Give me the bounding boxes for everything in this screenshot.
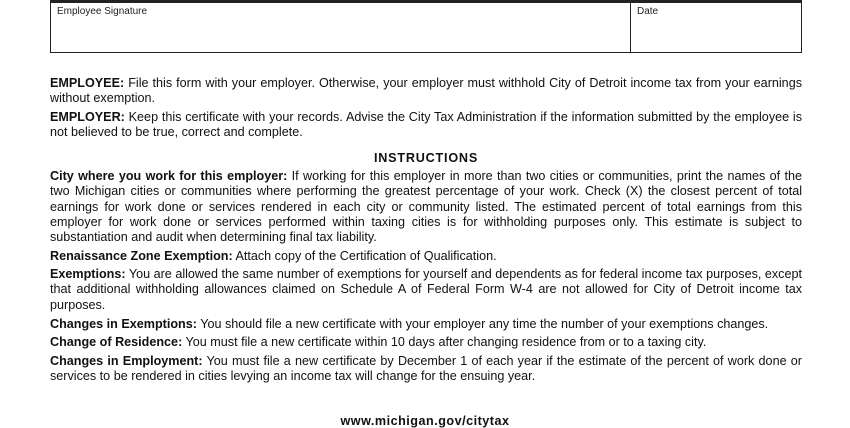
instruction-changes-employment-lead: Changes in Employment: <box>50 354 203 368</box>
employer-notice-text: Keep this certificate with your records. Advise the City Tax Administration if the information submitted by the employee is not believed to be true, correct and complete. <box>50 110 802 140</box>
instruction-renaissance-text: Attach copy of the Certification of Qualification. <box>232 249 497 263</box>
employer-notice <box>50 110 802 141</box>
instruction-city <box>50 169 802 245</box>
instruction-changes-exemptions <box>50 317 802 332</box>
employee-signature-label: Employee Signature <box>57 6 148 17</box>
instruction-changes-employment-text: You must file a new certificate by December 1 of each year if the estimate of the percent of work done or services to be rendered in cities levying an income tax will change for the ensuing year. <box>50 354 802 384</box>
instruction-changes-employment <box>50 354 802 385</box>
instruction-change-residence <box>50 335 802 350</box>
employee-notice <box>50 76 802 107</box>
instruction-change-residence-text: You must file a new certificate within 10 days after changing residence from or to a taxing city. <box>182 335 707 349</box>
instruction-city-text: If working for this employer in more than two cities or communities, print the names of the two Michigan cities or communities where performing the greatest percentage of your work. Check (X) the closest percent of total earnings for work done or services rendered in each city or community listed. The estimated percent of total earnings from this employer for work done or services performed within taxing cities is for withholding purposes only. This estimate is subject to substantiation and audit when determining final tax liability. <box>50 169 802 245</box>
signature-row <box>50 2 802 53</box>
instruction-changes-exemptions-lead: Changes in Exemptions: <box>50 317 197 331</box>
instruction-renaissance-lead: Renaissance Zone Exemption: <box>50 249 233 263</box>
employee-notice-lead: EMPLOYEE: <box>50 76 125 90</box>
instruction-city-lead: City where you work for this employer: <box>50 169 288 183</box>
date-field[interactable] <box>631 3 801 52</box>
instruction-exemptions-text: You are allowed the same number of exemptions for yourself and dependents as for federal income tax purposes, except that additional withholding allowances claimed on Schedule A of Federal Form W-4 are not allowed for City of Detroit income tax purposes. <box>50 267 802 312</box>
instruction-changes-exemptions-text: You should file a new certificate with your employer any time the number of your exemptions changes. <box>196 317 769 331</box>
date-label: Date <box>637 6 659 17</box>
instruction-renaissance <box>50 249 802 264</box>
instruction-change-residence-lead: Change of Residence: <box>50 335 183 349</box>
footer-url[interactable]: www.michigan.gov/citytax <box>340 414 510 428</box>
instructions-heading: INSTRUCTIONS <box>373 151 479 165</box>
employee-notice-text: File this form with your employer. Otherwise, your employer must withhold City of Detroit income tax from your earnings without exemption. <box>50 76 802 106</box>
employee-signature-field[interactable] <box>51 3 631 52</box>
instruction-exemptions-lead: Exemptions: <box>50 267 126 281</box>
instruction-exemptions <box>50 267 802 313</box>
employer-notice-lead: EMPLOYER: <box>50 110 125 124</box>
